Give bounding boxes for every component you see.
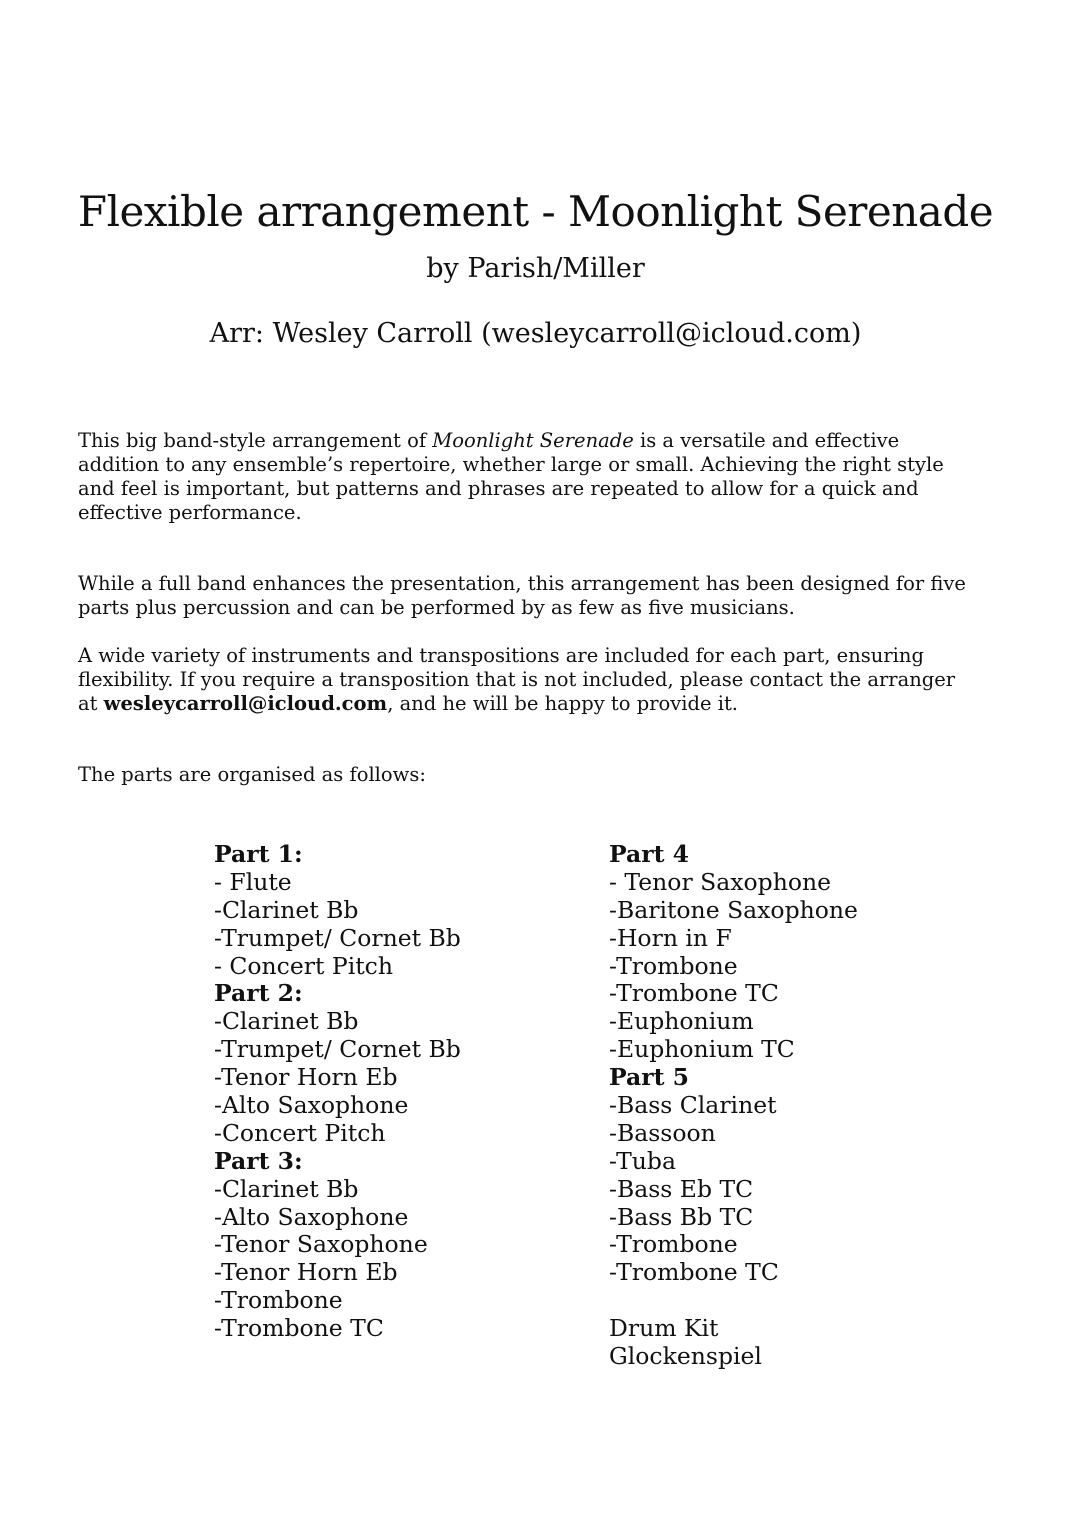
part-heading: Part 2:	[214, 979, 303, 1008]
instrument-item: - Concert Pitch	[214, 951, 393, 980]
transposition-paragraph	[78, 644, 978, 716]
arranger-credit: Arr: Wesley Carroll (wesleycarroll@icloud.com)	[209, 318, 862, 349]
instrument-item: -Alto Saxophone	[214, 1202, 409, 1231]
instrument-item: - Tenor Saxophone	[609, 867, 832, 896]
transposition-text-end: , and he will be happy to provide it.	[387, 692, 738, 715]
instrument-item: -Bass Eb TC	[609, 1174, 754, 1203]
instrument-item: -Trumpet/ Cornet Bb	[214, 923, 461, 952]
part-heading: Part 4	[609, 840, 690, 868]
parts-intro-line: The parts are organised as follows:	[78, 763, 426, 786]
instrument-item: Glockenspiel	[609, 1342, 762, 1371]
part-heading: Part 3:	[214, 1146, 303, 1175]
instrument-item: - Flute	[214, 867, 292, 896]
intro-text-end: is a versatile and effective addition to any ensemble’s repertoire, whether large or small. Achieving the right style and feel is important, but patterns and phrases are repeated to allow for a quick and effective performance.	[78, 429, 944, 524]
instrument-item: -Tuba	[609, 1146, 676, 1175]
instrument-item: -Trombone	[609, 1230, 738, 1259]
instrument-item: -Alto Saxophone	[214, 1091, 409, 1120]
instrument-item: -Bassoon	[609, 1118, 716, 1147]
intro-text-start: This big band-style arrangement of	[78, 429, 433, 452]
instrument-item: -Euphonium	[609, 1007, 754, 1036]
instrument-item: -Trumpet/ Cornet Bb	[214, 1035, 461, 1064]
contact-email: wesleycarroll@icloud.com	[103, 692, 388, 715]
instrument-item: -Bass Bb TC	[609, 1202, 754, 1231]
composer-credit: by Parish/Miller	[426, 253, 645, 284]
parts-list-right	[609, 841, 858, 1371]
instrument-item: -Clarinet Bb	[214, 1174, 359, 1203]
instrument-item: -Trombone TC	[609, 979, 779, 1008]
instrument-item: -Horn in F	[609, 923, 732, 952]
instrument-item: -Clarinet Bb	[214, 895, 359, 924]
band-size-paragraph: While a full band enhances the presentation, this arrangement has been designed for five parts plus percussion and can be performed by as few as five musicians.	[78, 572, 966, 619]
song-title-italic: Moonlight Serenade	[432, 429, 634, 452]
intro-paragraph	[78, 429, 978, 525]
instrument-item: -Tenor Horn Eb	[214, 1063, 398, 1092]
instrument-item: -Baritone Saxophone	[609, 895, 858, 924]
parts-list-left	[214, 841, 461, 1343]
instrument-item: -Bass Clarinet	[609, 1091, 777, 1120]
instrument-item: -Trombone	[609, 951, 738, 980]
part-heading: Part 5	[609, 1063, 690, 1092]
list-spacer	[609, 1287, 858, 1315]
instrument-item: -Trombone TC	[609, 1258, 779, 1287]
instrument-item: -Trombone	[214, 1286, 343, 1315]
instrument-item: -Concert Pitch	[214, 1118, 386, 1147]
part-heading: Part 1:	[214, 840, 303, 868]
instrument-item: -Tenor Horn Eb	[214, 1258, 398, 1287]
instrument-item: -Tenor Saxophone	[214, 1230, 428, 1259]
transposition-text-start: A wide variety of instruments and transpositions are included for each part, ensuring flexibility. If you require a transposition that is not included, please contact the arranger at	[78, 644, 956, 715]
instrument-item: -Trombone TC	[214, 1314, 384, 1343]
instrument-item: -Clarinet Bb	[214, 1007, 359, 1036]
page-title: Flexible arrangement - Moonlight Serenade	[77, 187, 994, 236]
instrument-item: -Euphonium TC	[609, 1035, 795, 1064]
instrument-item: Drum Kit	[609, 1314, 719, 1343]
